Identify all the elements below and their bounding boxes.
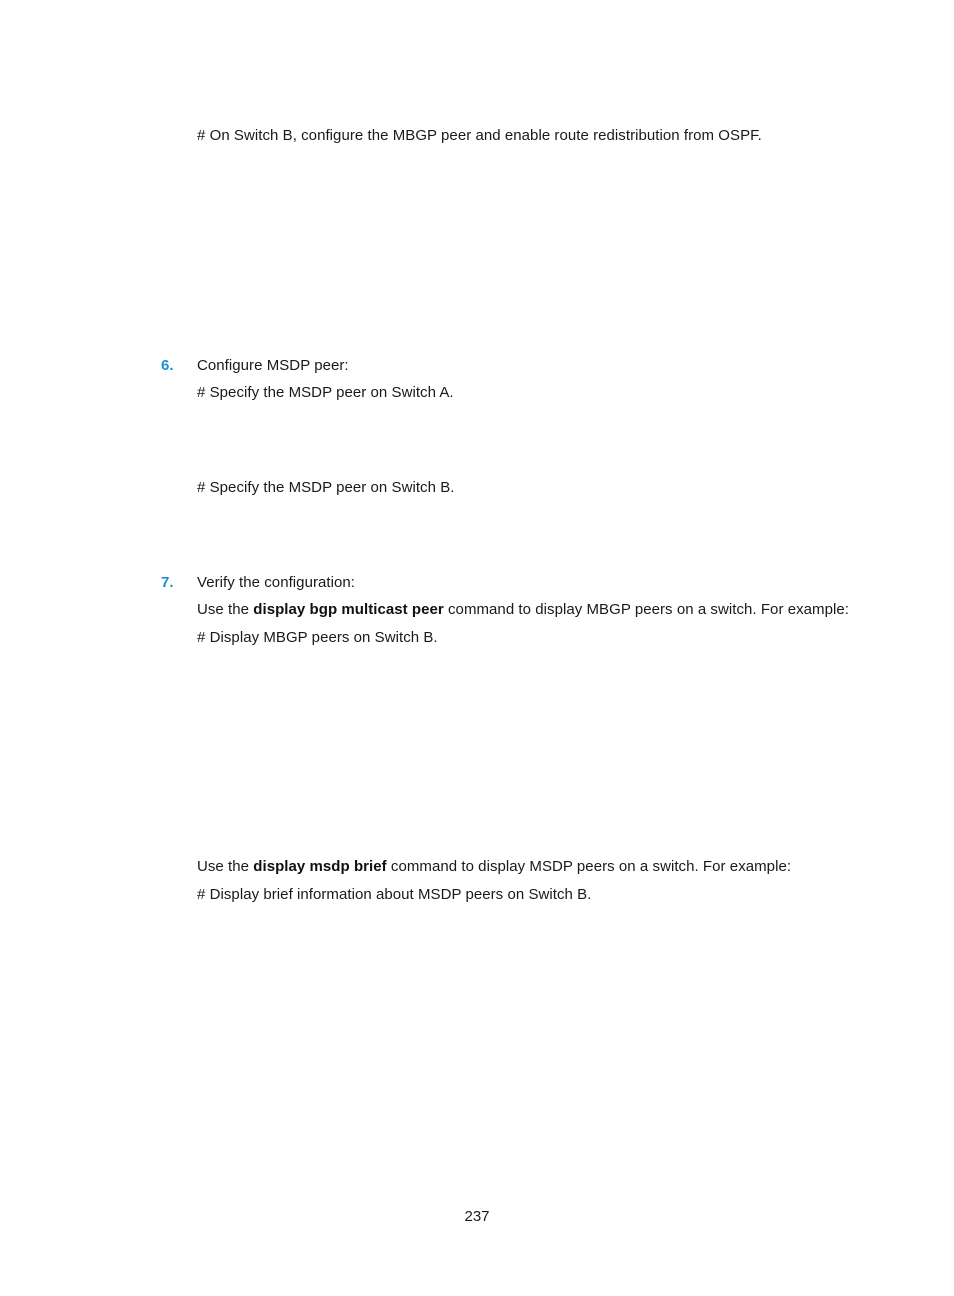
mbgp-display-comment: # Display MBGP peers on Switch B. [197,629,438,646]
switch-b-msdp-comment: # Specify the MSDP peer on Switch B. [197,479,455,496]
msdp-display-comment: # Display brief information about MSDP peers on Switch B. [197,886,592,903]
step-7-number: 7. [161,574,174,591]
mbgp-use-suffix: command to display MBGP peers on a switch. For example: [443,601,849,618]
page-number: 237 [464,1208,490,1225]
mbgp-command: display bgp multicast peer [253,601,444,618]
switch-b-mbgp-comment: # On Switch B, configure the MBGP peer and enable route redistribution from OSPF. [197,127,762,144]
msdp-use-prefix: Use the [197,858,254,875]
msdp-command: display msdp brief [253,858,387,875]
step-6-title: Configure MSDP peer: [197,357,349,374]
switch-a-msdp-comment: # Specify the MSDP peer on Switch A. [197,384,454,401]
msdp-command-paragraph [197,857,791,877]
mbgp-use-prefix: Use the [197,601,254,618]
step-7-title: Verify the configuration: [197,574,356,591]
step-6-number: 6. [161,357,174,374]
mbgp-command-paragraph [197,600,849,620]
msdp-use-suffix: command to display MSDP peers on a switch. For example: [386,858,792,875]
